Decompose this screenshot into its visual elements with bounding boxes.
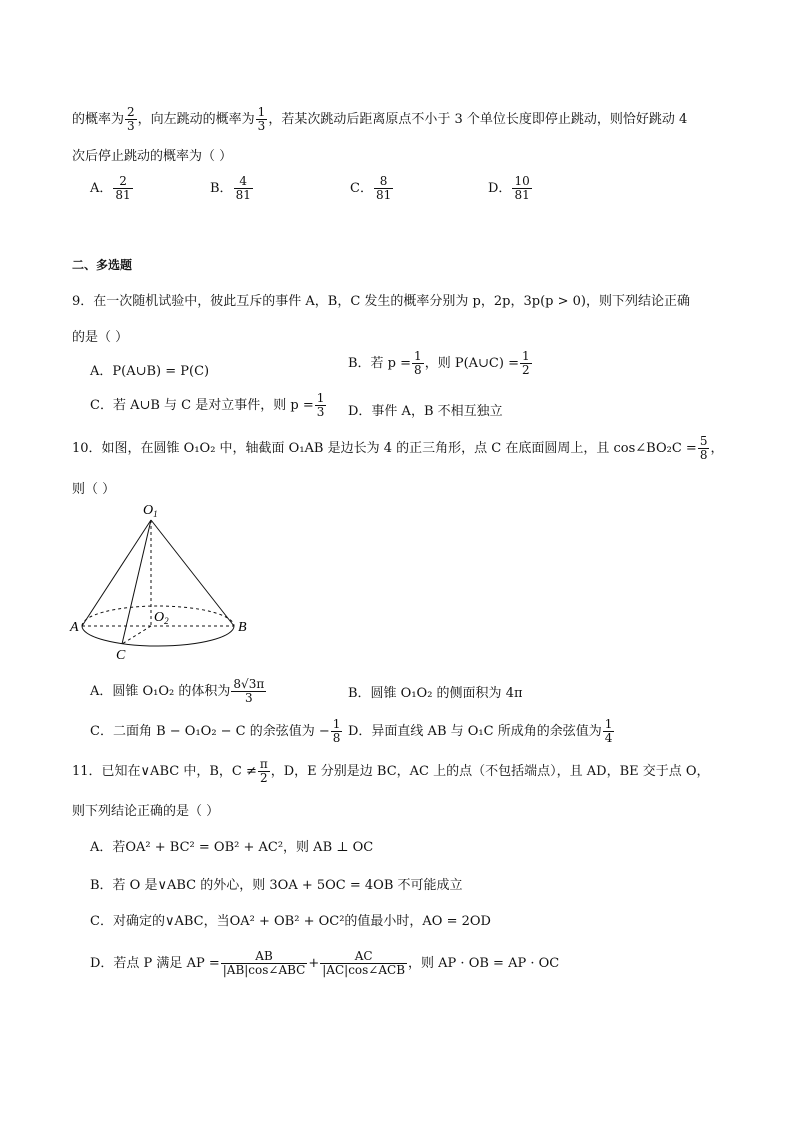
q8-option-d: D． $\frac{10}{81}$ <box>488 174 530 202</box>
label-c: C <box>116 648 126 663</box>
q8-line2: 次后停止跳动的概率为（ ） <box>72 149 233 164</box>
q8-option-c: C． $\frac{8}{81}$ <box>350 174 392 202</box>
cone-figure <box>60 500 260 670</box>
label-o1: $O_1$ <box>143 503 158 519</box>
radius-oc <box>122 626 151 644</box>
fraction: $\frac{2}{3}$ <box>127 105 135 133</box>
q9-line1: 9．在一次随机试验中，彼此互斥的事件 A，B，C 发生的概率分别为 p，2p，3p(p > 0)，则下列结论正确 <box>72 294 690 309</box>
q9-line2: 的是（ ） <box>72 330 129 345</box>
q11-option-c: C．对确定的∨ABC，当OA² + OB² + OC²的值最小时，AO = 2OD <box>90 914 491 929</box>
q9-option-a: A．P(A∪B) = P(C) <box>90 364 210 379</box>
q10-option-a: A．圆锥 O₁O₂ 的体积为 $\frac{8√3\pi}{3}$ <box>90 677 265 705</box>
fraction: $\frac{1}{3}$ <box>257 105 266 133</box>
q9-option-d: D．事件 A，B 不相互独立 <box>348 404 503 419</box>
label-o2: $O_2$ <box>154 610 169 626</box>
label-b: B <box>238 620 247 635</box>
q11-option-a: A．若OA² + BC² = OB² + AC²，则 AB ⊥ OC <box>90 840 374 855</box>
q11-line1: 11．已知在∨ABC 中，B，C ≠ $\frac{\pi}{2}$ ，D，E 分别是边 BC，AC 上的点（不包括端点），且 AD，BE 交于点 O， <box>72 757 710 785</box>
q11-option-b: B．若 O 是∨ABC 的外心，则 3OA + 5OC = 4OB 不可能成立 <box>90 878 463 893</box>
q9-option-c: C．若 A∪B 与 C 是对立事件，则 p = $\frac{1}{3}$ <box>90 391 325 419</box>
generatrix-left <box>82 520 151 626</box>
q11-line2: 则下列结论正确的是（ ） <box>72 804 220 819</box>
base-ellipse-front <box>82 626 234 646</box>
q10-option-d: D．异面直线 AB 与 O₁C 所成角的余弦值为 $\frac{1}{4}$ <box>348 717 613 745</box>
q8-line1: 的概率为 $\frac{2}{3}$ ，向左跳动的概率为 $\frac{1}{3}$ ，若某次跳动后距离原点不小于 3 个单位长度即停止跳动，则恰好跳动 4 <box>72 105 688 133</box>
q8-option-a: A． $\frac{2}{81}$ <box>90 174 131 202</box>
q9-option-b: B．若 p = $\frac{1}{8}$ ，则 P(A∪C) = $\frac{1}{2}$ <box>348 349 530 377</box>
q11-option-d: D．若点 P 满足 AP = $\frac{AB}{\text{|AB|cos∠ABC}}$ + $\frac{AC}{\text{|AC|cos∠ACB}}$ ，则 AP · OB = AP · OC <box>90 949 560 977</box>
q8-option-b: B． $\frac{4}{81}$ <box>210 174 251 202</box>
q10-line1: 10．如图，在圆锥 O₁O₂ 中，轴截面 O₁AB 是边长为 4 的正三角形，点 C 在底面圆周上，且 cos∠BO₂C = $\frac{5}{8}$ ， <box>72 434 724 462</box>
generatrix-c <box>122 520 151 644</box>
q10-line2: 则（ ） <box>72 482 116 497</box>
q10-option-c: C．二面角 B − O₁O₂ − C 的余弦值为 − $\frac{1}{8}$ <box>90 717 341 745</box>
label-a: A <box>70 620 79 635</box>
section-title: 二、多选题 <box>72 258 133 272</box>
q10-option-b: B．圆锥 O₁O₂ 的侧面积为 4π <box>348 686 523 701</box>
